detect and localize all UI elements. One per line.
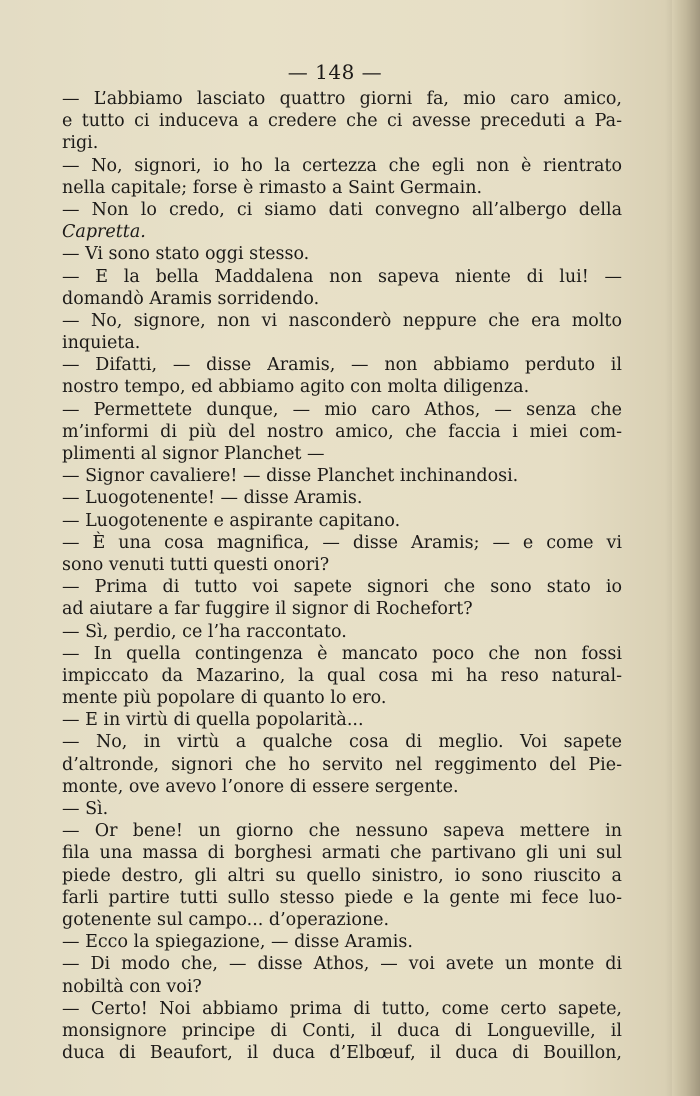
text-line: — No, signori, io ho la certezza che egli non è rientrato (62, 155, 622, 176)
page-gutter-shadow (672, 0, 700, 1096)
text-line: sono venuti tutti questi onori? (62, 554, 330, 575)
text-line: fila una massa di borghesi armati che partivano gli uni sul (62, 843, 622, 864)
text-line: — Ecco la spiegazione, — disse Aramis. (62, 932, 413, 953)
text-line: duca di Beaufort, il duca d’Elbœuf, il duca di Bouillon, (62, 1043, 622, 1064)
text-line: inquieta. (62, 333, 141, 354)
text-line: Capretta. (62, 222, 146, 243)
text-line: — Luogotenente! — disse Aramis. (62, 488, 363, 509)
text-line: d’altronde, signori che ho servito nel reggimento del Pie- (62, 754, 622, 775)
text-line: domandò Aramis sorridendo. (62, 288, 320, 309)
text-line: — Di modo che, — disse Athos, — voi avete un monte di (62, 954, 622, 975)
text-line: — No, in virtù a qualche cosa di meglio. Voi sapete (62, 732, 622, 753)
text-line: — Non lo credo, ci siamo dati convegno all’albergo della (62, 199, 622, 220)
text-line: monte, ove avevo l’onore di essere sergente. (62, 776, 459, 797)
text-line: nella capitale; forse è rimasto a Saint Germain. (62, 177, 483, 198)
text-line: plimenti al signor Planchet — (62, 444, 325, 464)
text-line: — Difatti, — disse Aramis, — non abbiamo perduto il (62, 355, 622, 376)
text-line: — Luogotenente e aspirante capitano. (62, 510, 401, 531)
text-line: — L’abbiamo lasciato quattro giorni fa, mio caro amico, (62, 89, 622, 109)
text-line: farli partire tutti sullo stesso piede e la gente mi fece luo- (62, 887, 622, 908)
text-line: piede destro, gli altri su quello sinistro, io sono riuscito a (62, 865, 622, 886)
text-line: — E in virtù di quella popolarità... (62, 710, 364, 731)
text-line: monsignore principe di Conti, il duca di Longueville, il (62, 1020, 622, 1041)
text-line: e tutto ci induceva a credere che ci avesse preceduti a Pa- (62, 111, 622, 132)
text-line: — E la bella Maddalena non sapeva niente di lui! — (62, 266, 622, 287)
body-text (62, 88, 622, 1064)
text-line: mente più popolare di quanto lo ero. (62, 688, 387, 709)
text-line: — Vi sono stato oggi stesso. (62, 244, 310, 265)
text-line: rigi. (62, 133, 99, 154)
text-line: — È una cosa magnifica, — disse Aramis; — e come vi (62, 532, 622, 553)
text-line: — No, signore, non vi nasconderò neppure che era molto (62, 310, 622, 331)
text-line: — Sì. (62, 799, 109, 819)
page-number: — 148 — (287, 60, 383, 84)
text-line: m’informi di più del nostro amico, che faccia i miei com- (62, 421, 622, 442)
text-line: nostro tempo, ed abbiamo agito con molta diligenza. (62, 377, 530, 398)
text-line: impiccato da Mazarino, la qual cosa mi ha reso natural- (62, 665, 622, 686)
text-line: — Or bene! un giorno che nessuno sapeva mettere in (62, 821, 622, 842)
text-line: — Certo! Noi abbiamo prima di tutto, come certo sapete, (62, 998, 622, 1019)
text-line: nobiltà con voi? (62, 976, 202, 997)
text-line: — In quella contingenza è mancato poco che non fossi (62, 643, 622, 664)
text-line: — Sì, perdio, ce l’ha raccontato. (62, 621, 347, 642)
text-line: — Prima di tutto voi sapete signori che sono stato io (62, 577, 622, 598)
text-line: gotenente sul campo... d’operazione. (62, 909, 390, 930)
text-line: ad aiutare a far fuggire il signor di Rochefort? (62, 599, 473, 620)
text-line: — Permettete dunque, — mio caro Athos, — senza che (62, 399, 622, 420)
text-line: — Signor cavaliere! — disse Planchet inchinandosi. (62, 466, 519, 487)
